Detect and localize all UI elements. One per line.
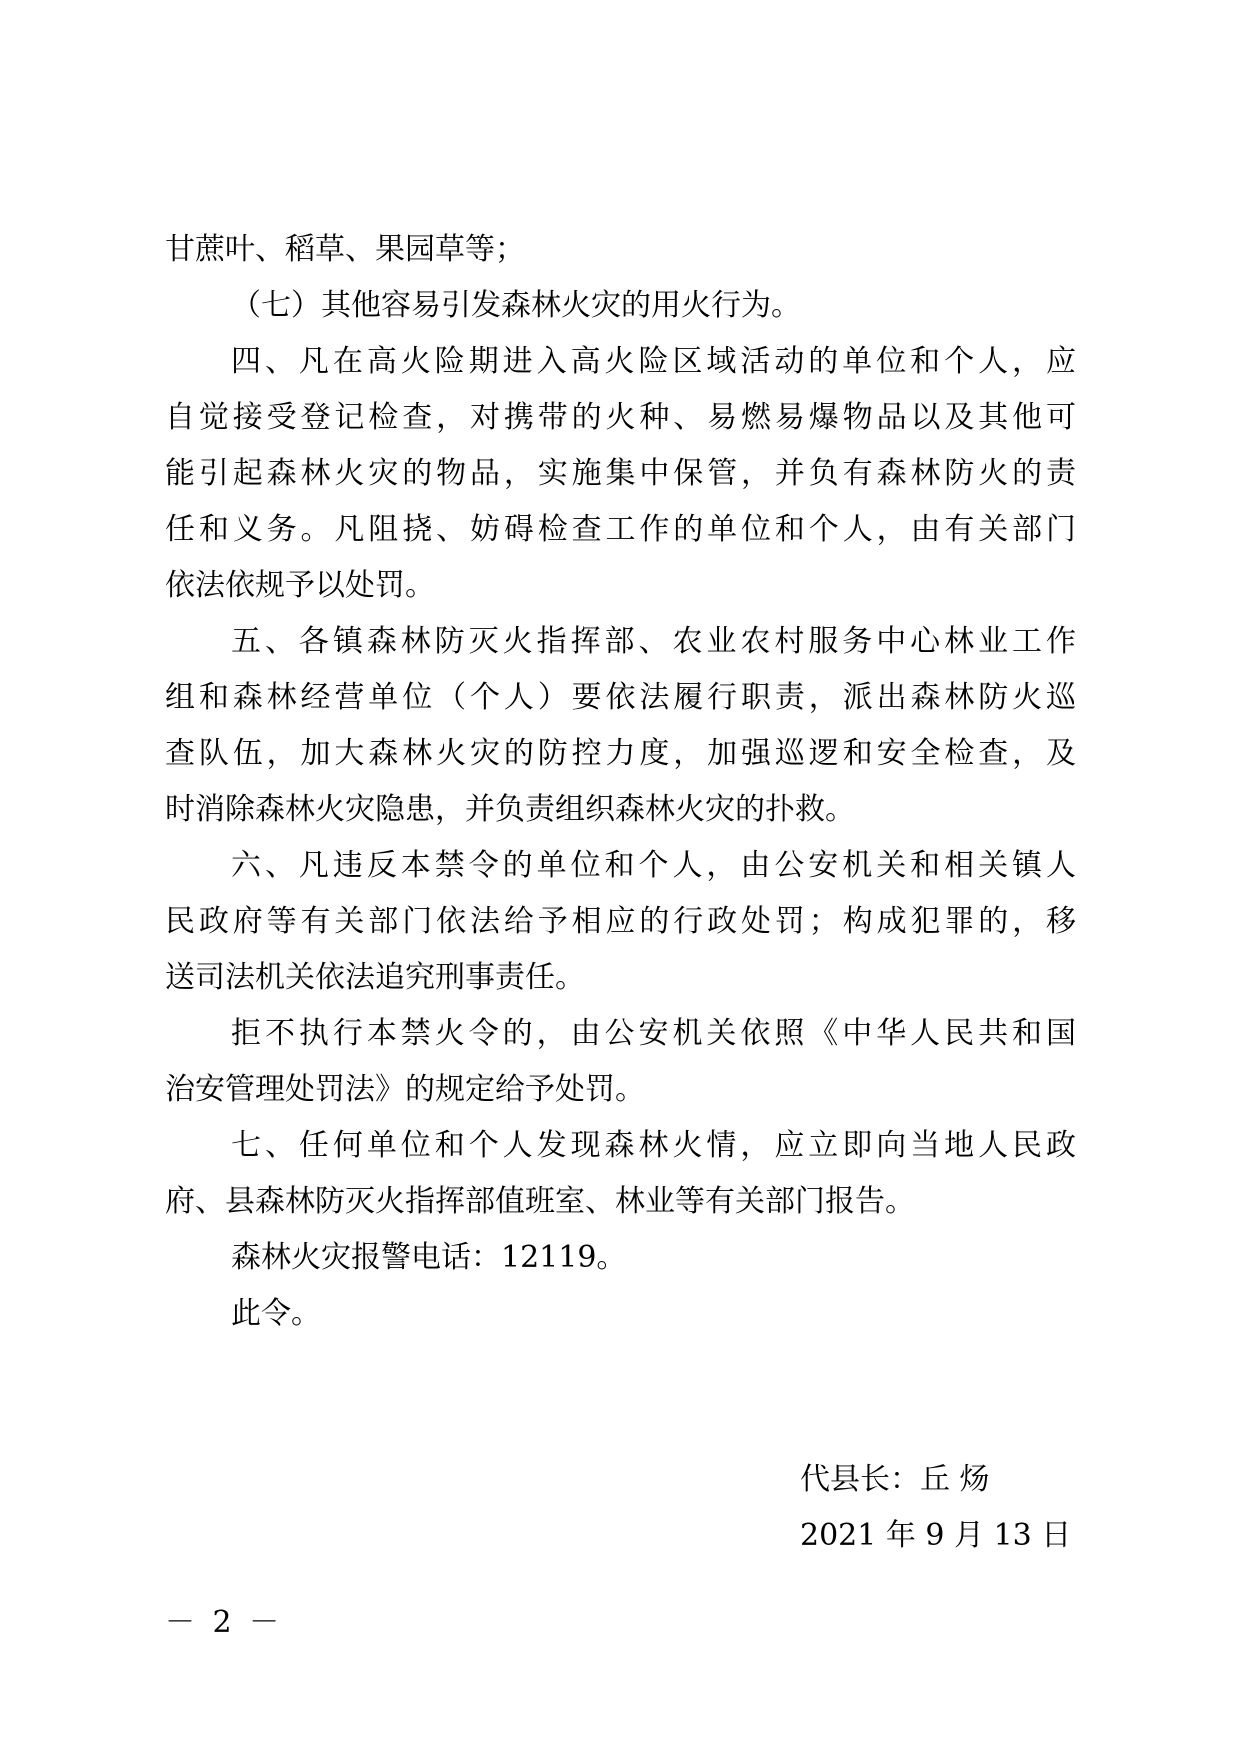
text-line: 四、凡在高火险期进入高火险区域活动的单位和个人，应 — [231, 344, 1076, 379]
text-line: 甘蔗叶、稻草、果园草等； — [165, 232, 525, 267]
text-line: 组和森林经营单位（个人）要依法履行职责，派出森林防火巡 — [165, 680, 1076, 715]
signature-date: 2021 年 9 月 13 日 — [800, 1518, 1072, 1553]
text-line: 七、任何单位和个人发现森林火情，应立即向当地人民政 — [231, 1128, 1076, 1163]
text-line: 能引起森林火灾的物品，实施集中保管，并负有森林防火的责 — [165, 456, 1076, 491]
signatory-name: 代县长：丘 炀 — [800, 1462, 990, 1497]
text-line: 五、各镇森林防灭火指挥部、农业农村服务中心林业工作 — [231, 624, 1076, 659]
text-line: 民政府等有关部门依法给予相应的行政处罚；构成犯罪的，移 — [165, 904, 1076, 939]
text-line: 府、县森林防灭火指挥部值班室、林业等有关部门报告。 — [165, 1184, 915, 1219]
text-line: 送司法机关依法追究刑事责任。 — [165, 960, 585, 995]
text-line: 时消除森林火灾隐患，并负责组织森林火灾的扑救。 — [165, 792, 855, 827]
text-line: （七）其他容易引发森林火灾的用火行为。 — [231, 288, 801, 323]
text-line: 森林火灾报警电话：12119。 — [231, 1240, 627, 1275]
document-body — [165, 222, 1076, 1342]
text-line: 治安管理处罚法》的规定给予处罚。 — [165, 1072, 645, 1107]
text-line: 任和义务。凡阻挠、妨碍检查工作的单位和个人，由有关部门 — [165, 512, 1076, 547]
text-line: 六、凡违反本禁令的单位和个人，由公安机关和相关镇人 — [231, 848, 1076, 883]
page-number: － 2 － — [165, 1605, 284, 1640]
text-line: 自觉接受登记检查，对携带的火种、易燃易爆物品以及其他可 — [165, 400, 1076, 435]
text-line: 此令。 — [231, 1296, 321, 1331]
text-line: 依法依规予以处罚。 — [165, 568, 435, 603]
text-line: 查队伍，加大森林火灾的防控力度，加强巡逻和安全检查，及 — [165, 736, 1076, 771]
text-line: 拒不执行本禁火令的，由公安机关依照《中华人民共和国 — [231, 1016, 1076, 1051]
